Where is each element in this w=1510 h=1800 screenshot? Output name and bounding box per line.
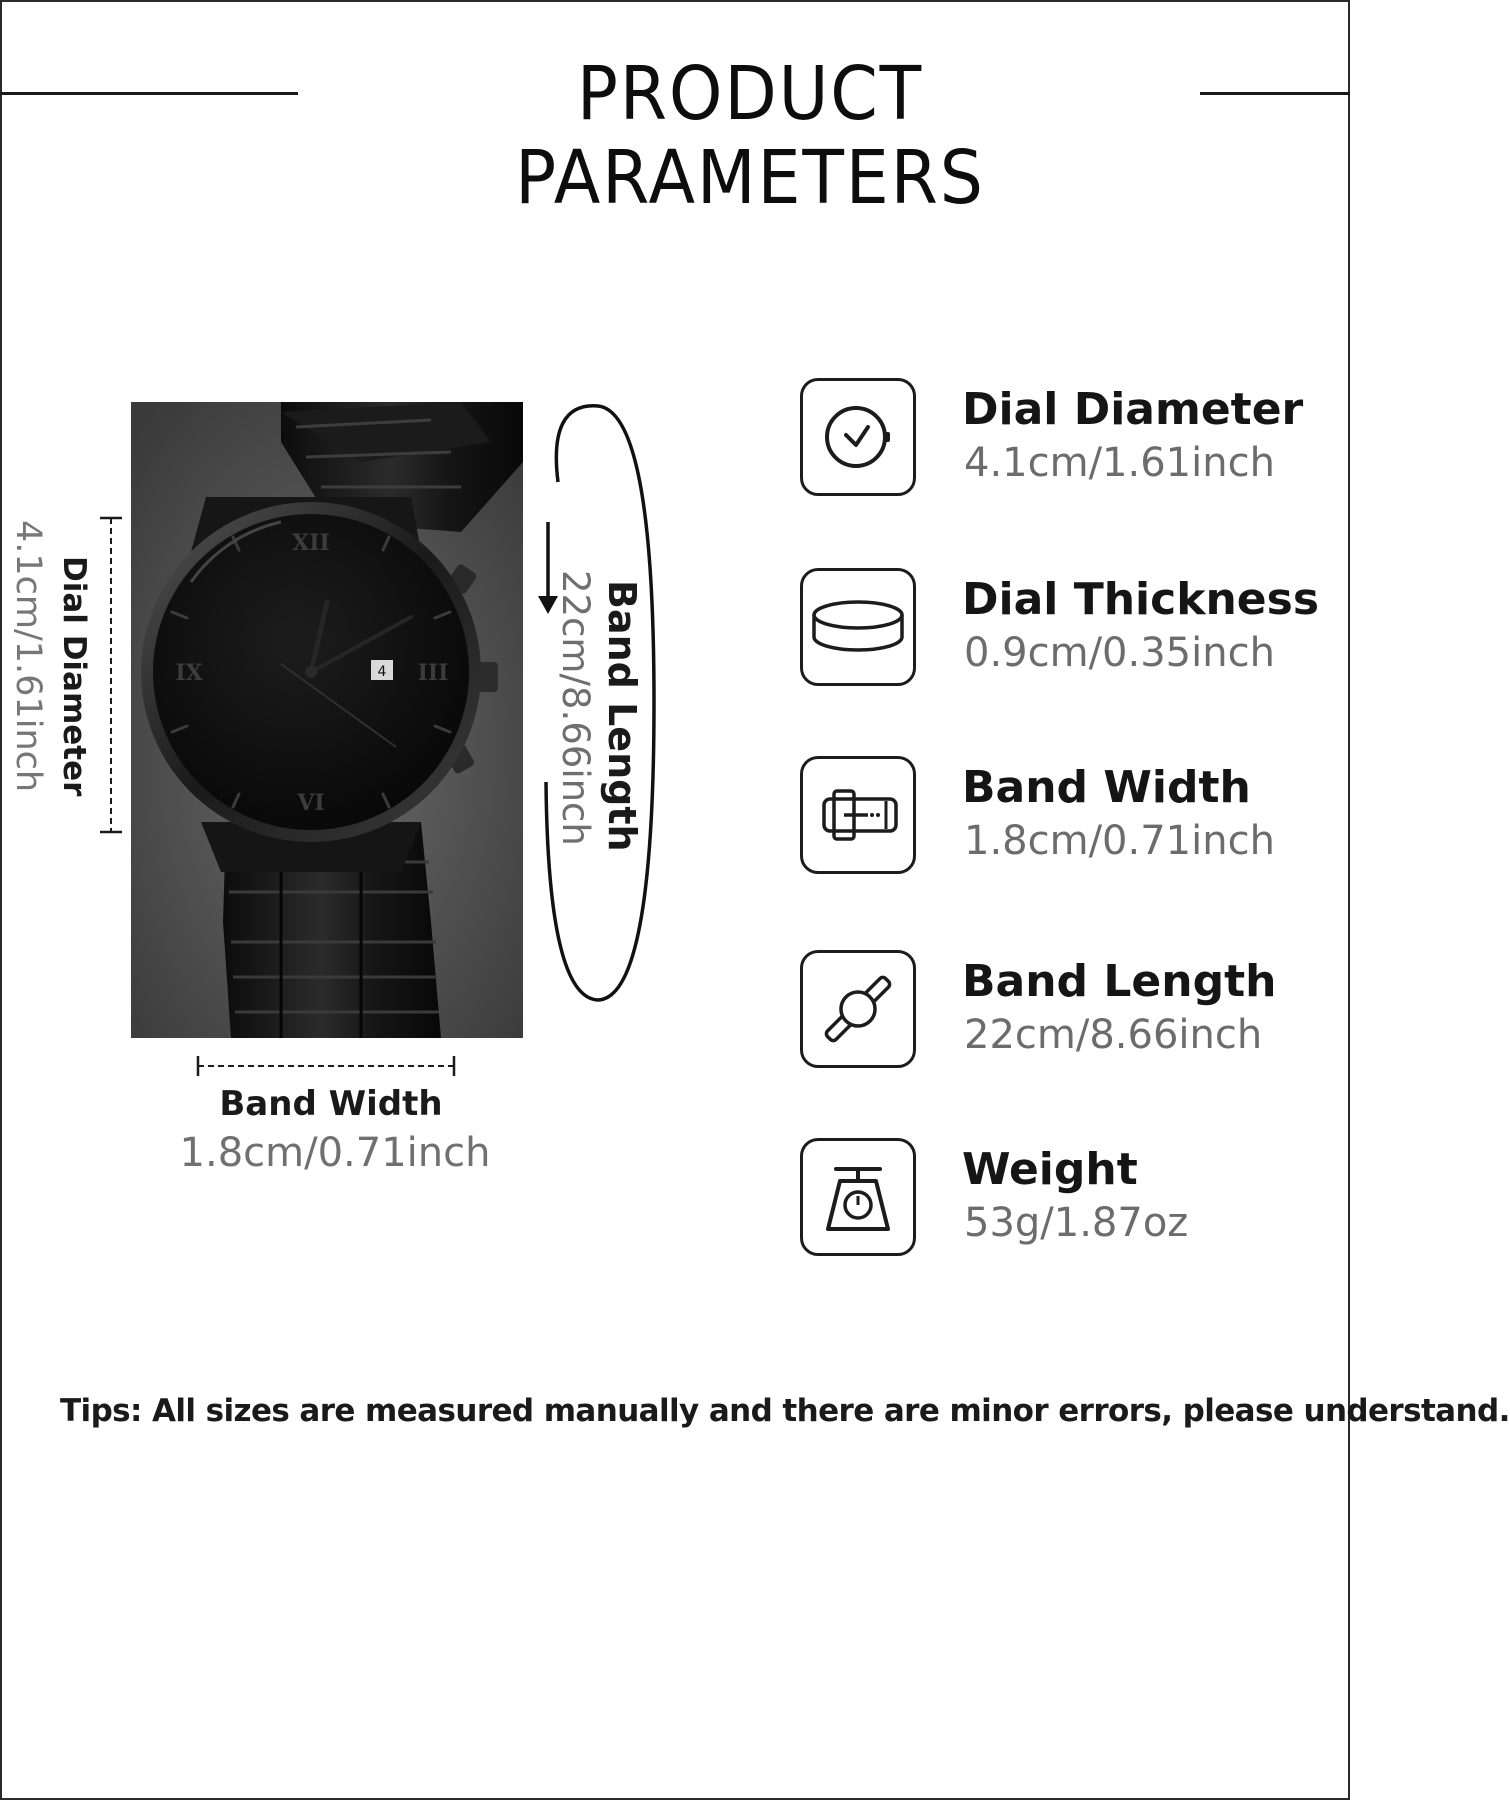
header-rule-right	[1200, 92, 1350, 95]
param-value: 0.9cm/0.35inch	[964, 630, 1275, 676]
clock-icon	[800, 378, 916, 496]
param-band-length	[800, 950, 1320, 1078]
svg-text:VI: VI	[297, 790, 325, 816]
band-length-label: Band Length	[600, 580, 644, 852]
watch-photo	[131, 402, 523, 1038]
disc-icon	[800, 568, 916, 686]
band-length-value: 22cm/8.66inch	[554, 570, 597, 846]
dial-diameter-label: Dial Diameter	[56, 556, 92, 797]
param-weight	[800, 1138, 1320, 1266]
watch-strap-icon	[800, 950, 916, 1068]
param-dial-diameter	[800, 378, 1320, 506]
param-band-width	[800, 756, 1320, 884]
param-label: Dial Diameter	[962, 384, 1304, 435]
svg-text:III: III	[417, 660, 449, 686]
band-width-dimension-line	[196, 1054, 456, 1078]
svg-text:4: 4	[377, 664, 387, 680]
band-width-label: Band Width	[219, 1084, 443, 1124]
tips-note: Tips: All sizes are measured manually and there are minor errors, please understand.	[60, 1393, 1510, 1429]
page-title: PRODUCT PARAMETERS	[515, 51, 985, 221]
param-value: 22cm/8.66inch	[964, 1012, 1263, 1058]
dial-diameter-dimension-line	[96, 516, 126, 834]
param-label: Dial Thickness	[962, 574, 1320, 625]
param-value: 4.1cm/1.61inch	[964, 440, 1275, 486]
band-width-value: 1.8cm/0.71inch	[179, 1130, 491, 1176]
param-label: Band Length	[962, 956, 1277, 1007]
param-label: Band Width	[962, 762, 1251, 813]
param-value: 53g/1.87oz	[964, 1200, 1189, 1246]
param-label: Weight	[962, 1144, 1138, 1195]
scale-icon	[800, 1138, 916, 1256]
svg-text:IX: IX	[175, 660, 203, 686]
param-value: 1.8cm/0.71inch	[964, 818, 1275, 864]
band-icon	[800, 756, 916, 874]
dial-diameter-value: 4.1cm/1.61inch	[8, 520, 48, 793]
param-dial-thickness	[800, 568, 1320, 696]
header-rule-left	[0, 92, 298, 95]
svg-text:XII: XII	[292, 530, 330, 556]
